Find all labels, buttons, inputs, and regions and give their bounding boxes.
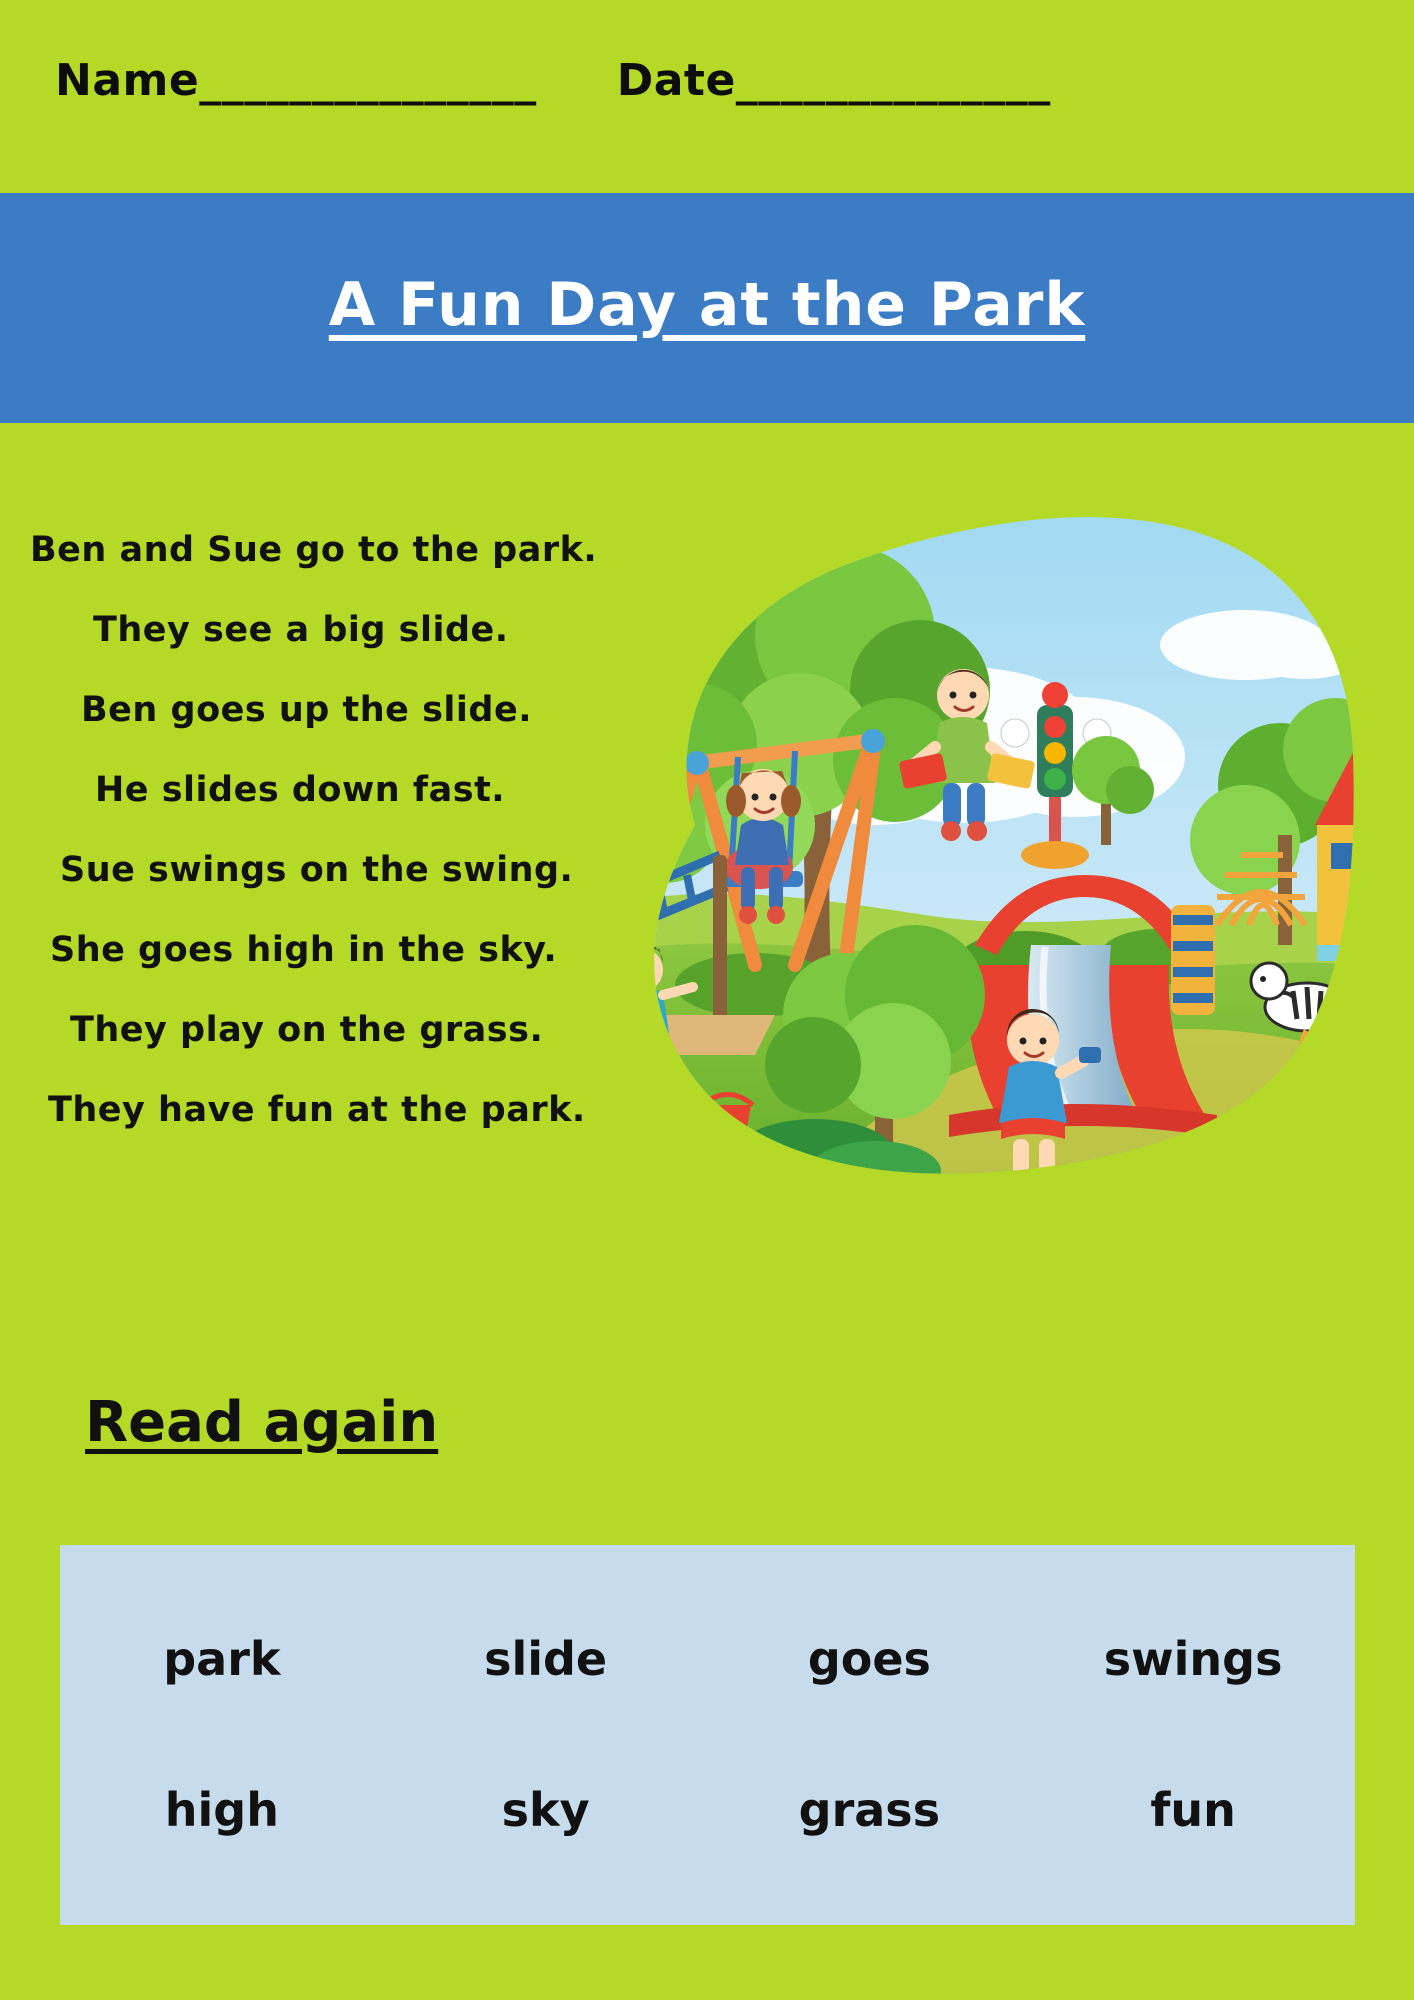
story-line: They play on the grass.: [70, 1010, 544, 1050]
story-line: They have fun at the park.: [48, 1090, 586, 1130]
word-item[interactable]: park: [163, 1631, 281, 1686]
word-item[interactable]: high: [164, 1782, 279, 1837]
word-item[interactable]: grass: [798, 1782, 941, 1837]
word-list-box: [60, 1545, 1355, 1925]
playground-scene-icon: [545, 495, 1360, 1205]
word-item[interactable]: slide: [484, 1631, 608, 1686]
story-line: They see a big slide.: [93, 610, 509, 650]
name-field-label[interactable]: Name_______________: [55, 55, 537, 106]
story-line: Sue swings on the swing.: [60, 850, 574, 890]
word-item[interactable]: swings: [1103, 1631, 1283, 1686]
name-date-row: [0, 55, 1414, 106]
word-item[interactable]: sky: [501, 1782, 590, 1837]
story-line: Ben goes up the slide.: [81, 690, 533, 730]
title-banner: [0, 193, 1414, 423]
story-line: Ben and Sue go to the park.: [30, 530, 598, 570]
word-row: [60, 1624, 1355, 1686]
playground-illustration: [545, 495, 1360, 1205]
word-row: [60, 1783, 1355, 1847]
read-again-heading: Read again: [85, 1390, 439, 1455]
date-field-label[interactable]: Date______________: [616, 55, 1051, 106]
word-item[interactable]: fun: [1150, 1782, 1236, 1837]
word-item[interactable]: goes: [807, 1631, 931, 1686]
story-line: He slides down fast.: [95, 770, 506, 810]
story-line: She goes high in the sky.: [50, 930, 558, 970]
story-text-block: [0, 530, 640, 1170]
page-title: A Fun Day at the Park: [328, 270, 1086, 340]
